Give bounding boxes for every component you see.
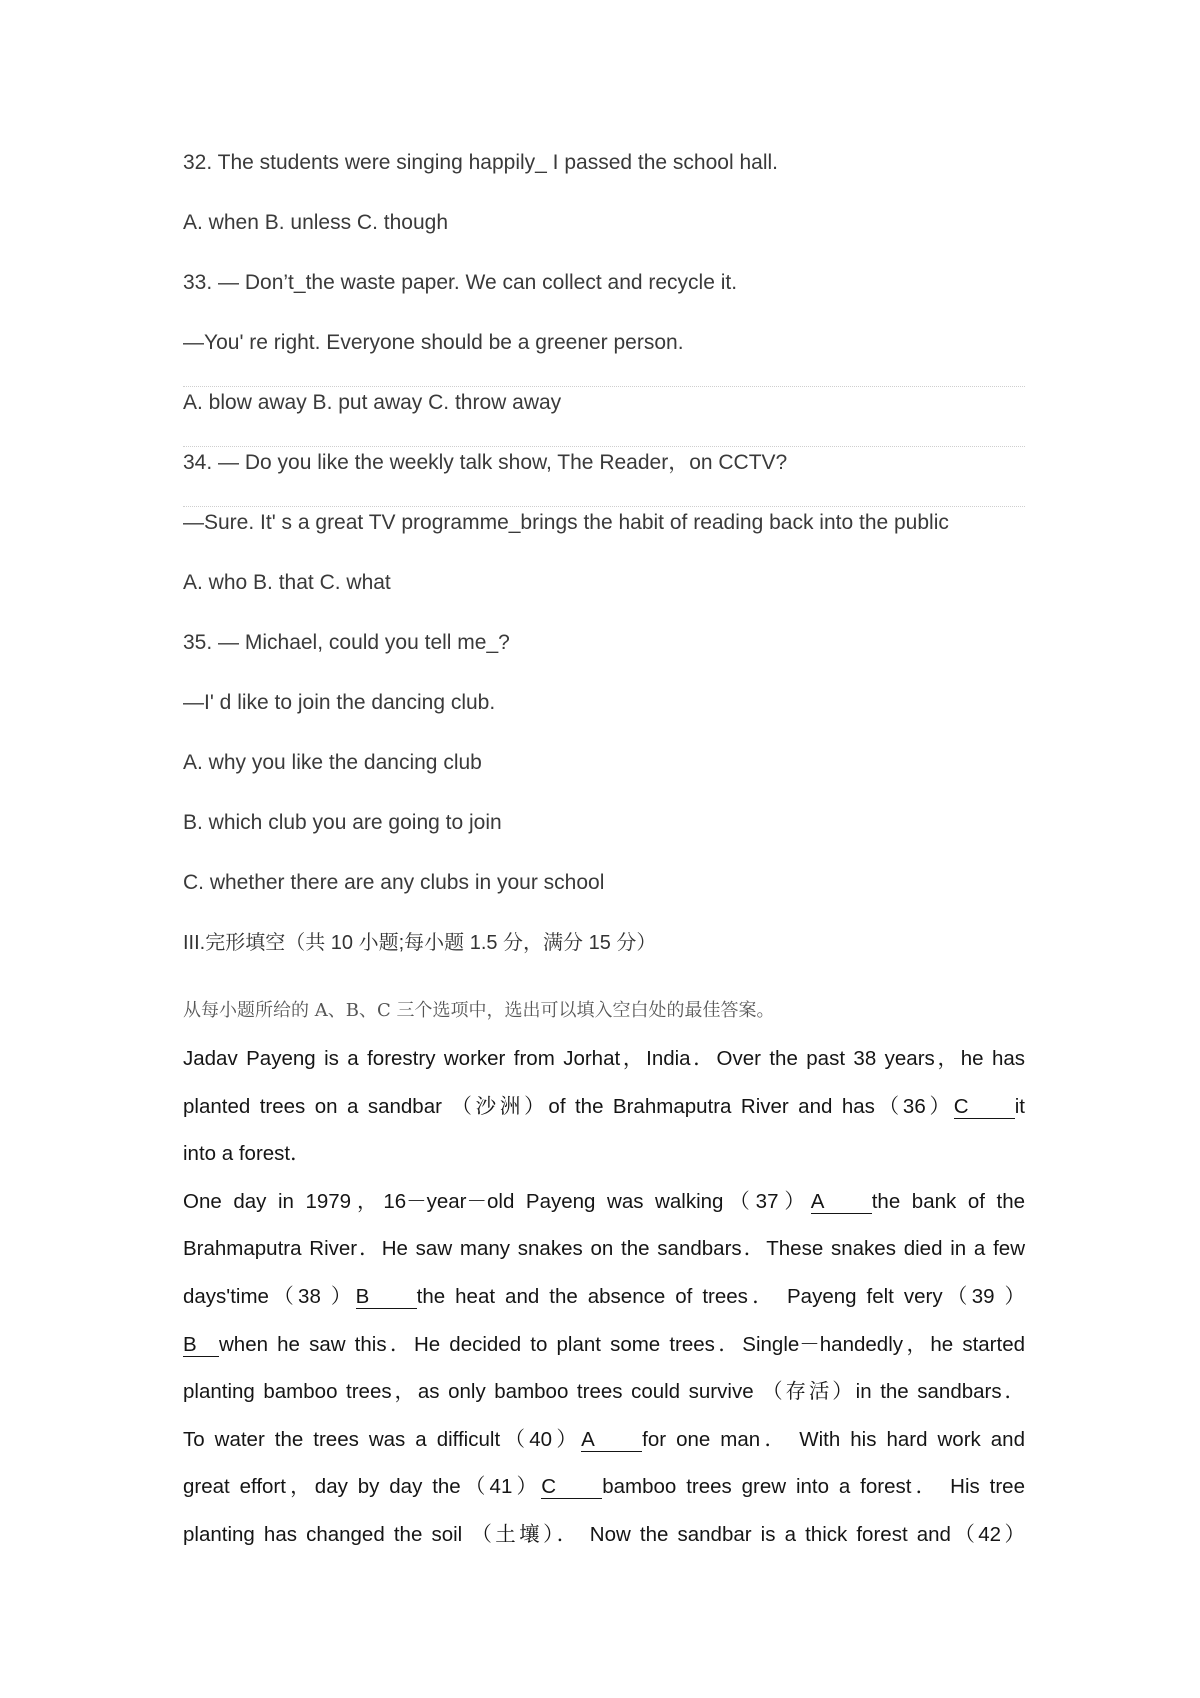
passage-line [183, 1511, 1025, 1559]
question-33-options: A. blow away B. put away C. throw away [183, 391, 562, 414]
passage-line [183, 1178, 1025, 1226]
passage-line [183, 1273, 1025, 1321]
question-33-reply: —You' re right. Everyone should be a greener person. [183, 331, 684, 354]
question-35-option-c: C. whether there are any clubs in your school [183, 871, 605, 894]
section-title: III.完形填空（共 10 小题;每小题 1.5 分，满分 15 分） [183, 932, 657, 954]
answer-blank-41: C [541, 1476, 602, 1499]
question-34-reply: —Sure. It' s a great TV programme_brings the habit of reading back into the public [183, 511, 949, 534]
question-34-options: A. who B. that C. what [183, 571, 391, 594]
passage-text: for one man． With his hard work and [642, 1427, 1025, 1451]
passage-text: planting bamboo trees，as only bamboo trees could survive （存活）in the sandbars． [183, 1380, 1025, 1404]
section-instruction: 从每小题所给的 A、B、C 三个选项中，选出可以填入空白处的最佳答案。 [183, 1000, 775, 1021]
dotted-divider [183, 446, 1025, 447]
answer-blank-36: C [954, 1096, 1015, 1119]
passage-text: into a forest． [183, 1142, 311, 1166]
dotted-divider [183, 386, 1025, 387]
passage-text: To water the trees was a difficult（40） [183, 1427, 582, 1451]
multiple-choice-section [183, 133, 1025, 973]
question-35-option-b: B. which club you are going to join [183, 811, 502, 834]
passage-text: Jadav Payeng is a forestry worker from Jorhat，India．Over the past 38 years，he has [183, 1047, 1025, 1070]
question-34-stem: 34. — Do you like the weekly talk show, The Reader，on CCTV? [183, 451, 788, 474]
passage-text: Brahmaputra River．He saw many snakes on the sandbars．These snakes died in a few [183, 1237, 1025, 1261]
passage-line [183, 1035, 1025, 1083]
question-32-stem: 32. The students were singing happily_ I passed the school hall. [183, 151, 778, 174]
passage-text: planting has changed the soil （土壤）． Now the sandbar is a thick forest and（42） [183, 1522, 1025, 1546]
passage-line [183, 1321, 1025, 1369]
dotted-divider [183, 506, 1025, 507]
passage-text: the heat and the absence of trees． Payeng felt very（39 ） [416, 1284, 1025, 1308]
passage-text: when he saw this．He decided to plant some trees．Single－handedly，he started [219, 1332, 1025, 1356]
answer-blank-38: B [356, 1286, 417, 1309]
passage-line [183, 1083, 1025, 1131]
question-35-reply: —I' d like to join the dancing club. [183, 691, 496, 714]
passage-text: great effort，day by day the（41） [183, 1475, 542, 1499]
passage-text: bamboo trees grew into a forest． His tree [602, 1475, 1025, 1499]
passage-line [183, 1225, 1025, 1273]
question-35-option-a: A. why you like the dancing club [183, 751, 482, 774]
passage-text: days'time（38 ） [183, 1284, 356, 1308]
passage-line [183, 1130, 1025, 1178]
passage-text: planted trees on a sandbar （沙洲）of the Brahmaputra River and has（36） [183, 1094, 954, 1118]
passage-text: One day in 1979，16－year－old Payeng was walking（37） [183, 1189, 811, 1213]
answer-blank-39: B [183, 1334, 219, 1357]
passage-line [183, 1368, 1025, 1416]
passage-line [183, 1463, 1025, 1511]
question-35-stem: 35. — Michael, could you tell me_? [183, 631, 510, 654]
passage-text: it [1014, 1094, 1025, 1118]
passage-line [183, 1416, 1025, 1464]
question-32-options: A. when B. unless C. though [183, 211, 448, 234]
answer-blank-40: A [581, 1429, 642, 1452]
cloze-passage [183, 1035, 1025, 1559]
answer-blank-37: A [811, 1191, 872, 1214]
question-33-stem: 33. — Don’t_the waste paper. We can collect and recycle it. [183, 271, 738, 294]
passage-text: the bank of the [871, 1189, 1025, 1213]
